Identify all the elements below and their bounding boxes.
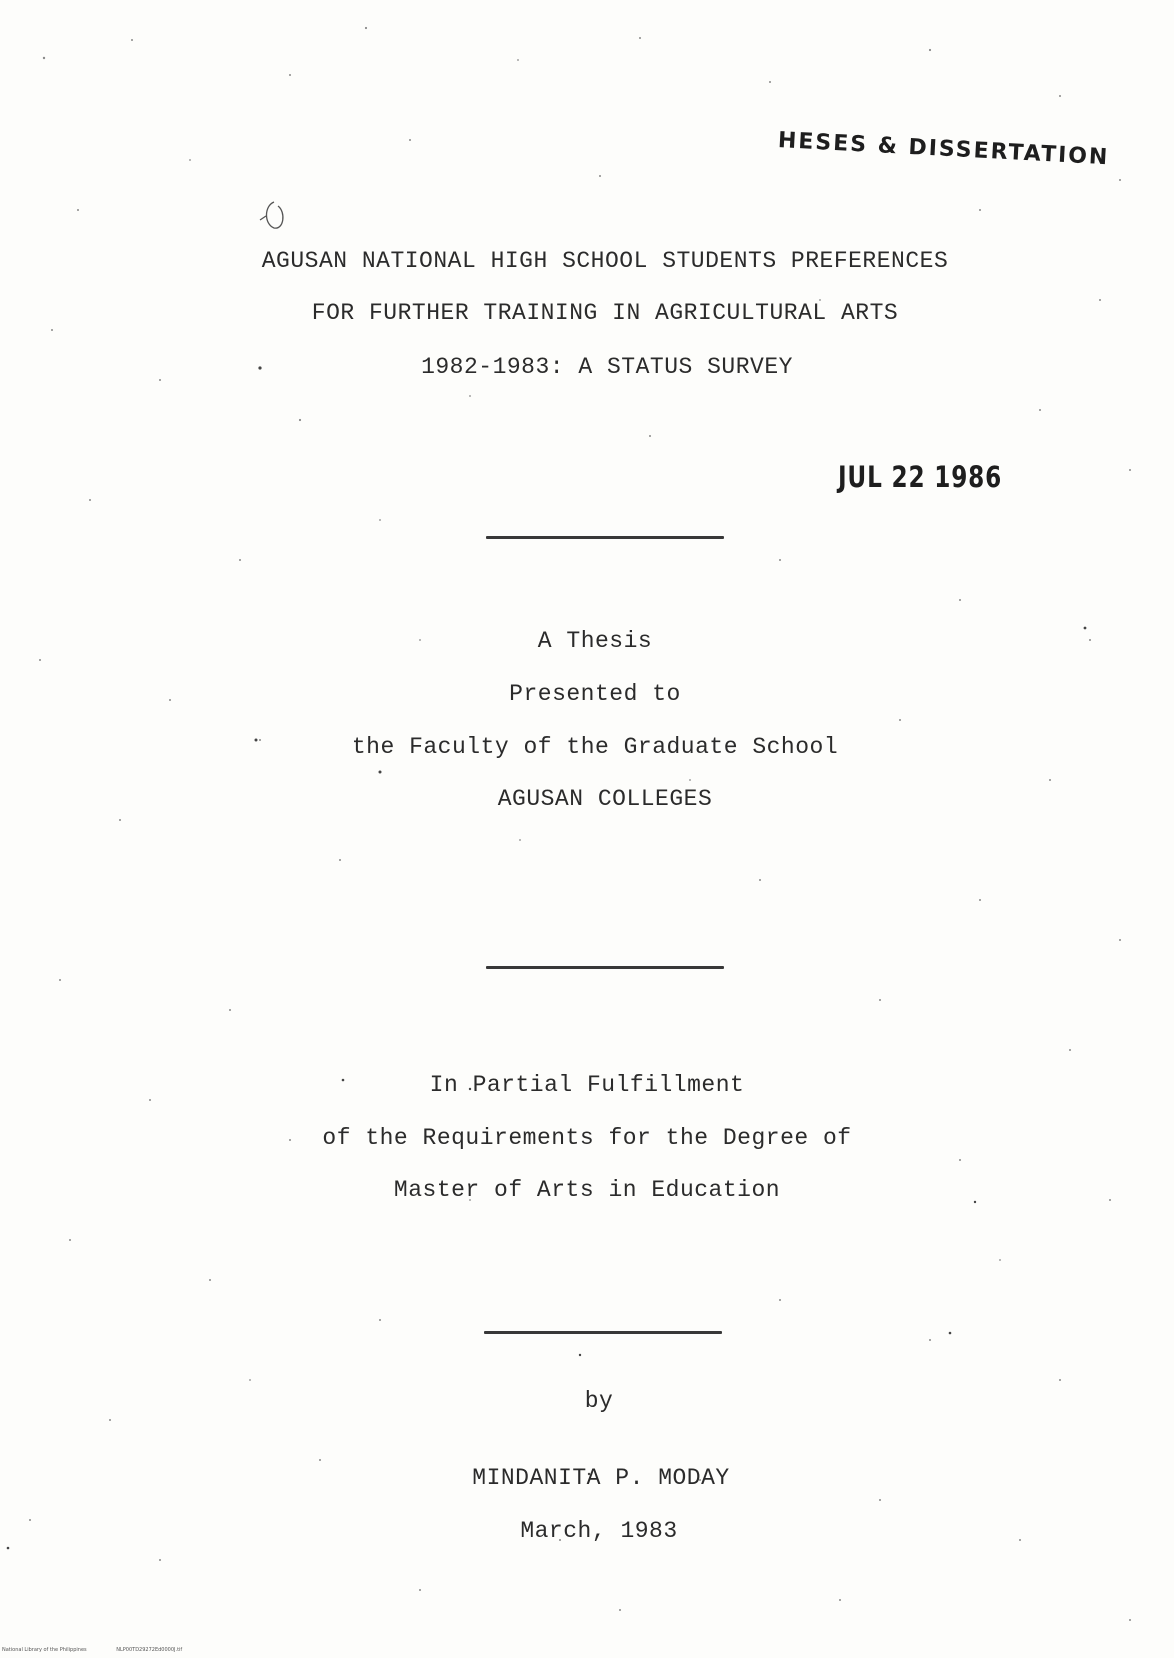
thesis-title-line-1: AGUSAN NATIONAL HIGH SCHOOL STUDENTS PREFERENCES	[261, 248, 949, 274]
graduate-school-faculty: the Faculty of the Graduate School	[351, 734, 839, 760]
separator-rule-1	[486, 536, 724, 539]
fulfillment-line-2: of the Requirements for the Degree of	[322, 1125, 852, 1151]
institution-name: AGUSAN COLLEGES	[497, 786, 713, 812]
degree-name: Master of Arts in Education	[393, 1177, 781, 1203]
fulfillment-line-1: In Partial Fulfillment	[429, 1072, 745, 1098]
scan-footer	[2, 1647, 210, 1653]
scan-filename: NLP00TD29272Ed0000J.tif	[116, 1647, 183, 1653]
author-name: MINDANITA P. MODAY	[472, 1465, 730, 1491]
presented-to: Presented to	[509, 681, 681, 707]
separator-rule-2	[486, 966, 724, 969]
thesis-title-line-2: FOR FURTHER TRAINING IN AGRICULTURAL ARTS	[311, 300, 899, 326]
received-date-stamp: JUL 22 1986	[838, 460, 1003, 494]
submission-date: March, 1983	[520, 1518, 678, 1544]
thesis-label: A Thesis	[537, 628, 653, 654]
handwritten-mark	[256, 198, 296, 244]
thesis-title-line-3: 1982-1983: A STATUS SURVEY	[421, 354, 793, 380]
separator-rule-3	[484, 1331, 722, 1334]
by-label: by	[584, 1388, 614, 1414]
library-credit: National Library of the Philippines	[2, 1647, 87, 1653]
collection-stamp: HESES & DISSERTATION	[777, 128, 1110, 171]
